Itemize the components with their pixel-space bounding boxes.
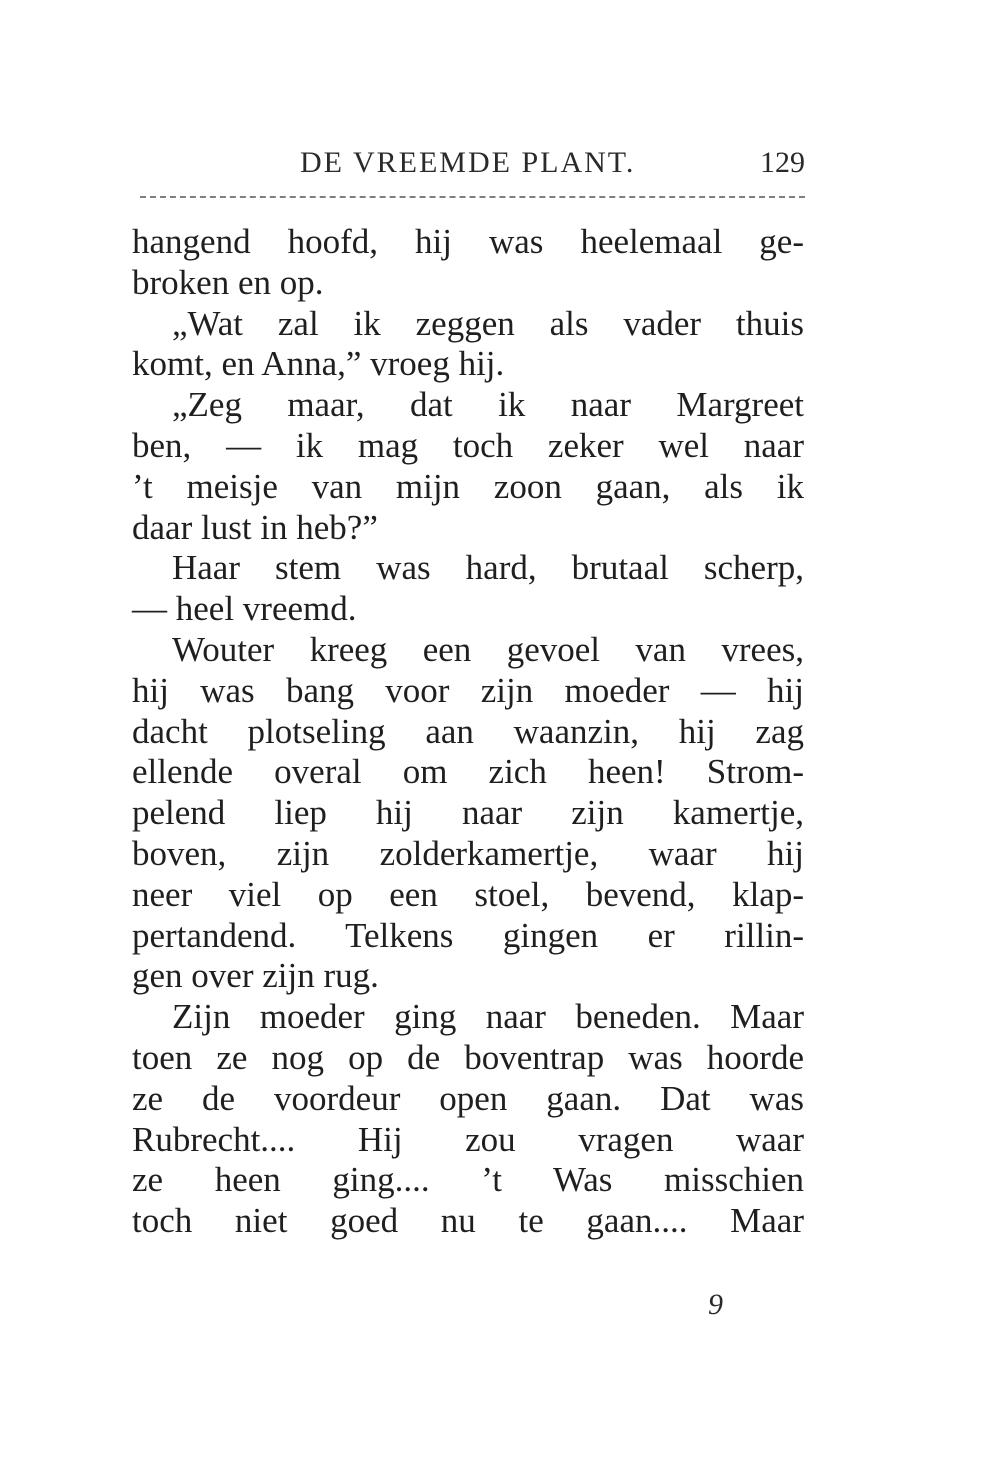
- text-line: daar lust in heb?”: [132, 507, 378, 547]
- text-line: hij was bang voor zijn moeder — hij: [132, 670, 804, 710]
- text-line: ze heen ging.... ’t Was misschien: [132, 1160, 804, 1200]
- text-line: ’t meisje van mijn zoon gaan, als ik: [132, 466, 804, 506]
- running-header: [140, 140, 805, 190]
- text-line: ze de voordeur open gaan. Dat was: [132, 1078, 804, 1118]
- signature-mark: 9: [708, 1288, 723, 1321]
- body-text: [132, 222, 804, 1242]
- text-line: „Wat zal ik zeggen als vader thuis: [172, 303, 804, 343]
- text-line: — heel vreemd.: [132, 589, 357, 629]
- header-rule: [140, 196, 805, 198]
- text-line: dacht plotseling aan waanzin, hij zag: [132, 711, 804, 751]
- running-title: DE VREEMDE PLANT.: [300, 146, 636, 179]
- text-line: Wouter kreeg een gevoel van vrees,: [172, 629, 804, 669]
- text-line: „Zeg maar, dat ik naar Margreet: [172, 385, 804, 425]
- text-line: Rubrecht.... Hij zou vragen waar: [132, 1119, 804, 1159]
- page-number: 129: [760, 146, 805, 179]
- text-line: Haar stem was hard, brutaal scherp,: [172, 548, 804, 588]
- text-line: neer viel op een stoel, bevend, klap-: [132, 874, 804, 914]
- text-line: Zijn moeder ging naar beneden. Maar: [172, 997, 804, 1037]
- text-line: boven, zijn zolderkamertje, waar hij: [132, 833, 804, 873]
- text-line: ben, — ik mag toch zeker wel naar: [132, 425, 804, 465]
- text-line: gen over zijn rug.: [132, 956, 379, 996]
- text-line: ellende overal om zich heen! Strom-: [132, 752, 804, 792]
- text-line: pertandend. Telkens gingen er rillin-: [132, 915, 804, 955]
- text-line: pelend liep hij naar zijn kamertje,: [132, 793, 804, 833]
- text-line: hangend hoofd, hij was heelemaal ge-: [132, 222, 804, 261]
- text-line: broken en op.: [132, 262, 324, 302]
- text-line: toen ze nog op de boventrap was hoorde: [132, 1037, 804, 1077]
- text-line: toch niet goed nu te gaan.... Maar: [132, 1201, 804, 1241]
- text-line: komt, en Anna,” vroeg hij.: [132, 344, 505, 384]
